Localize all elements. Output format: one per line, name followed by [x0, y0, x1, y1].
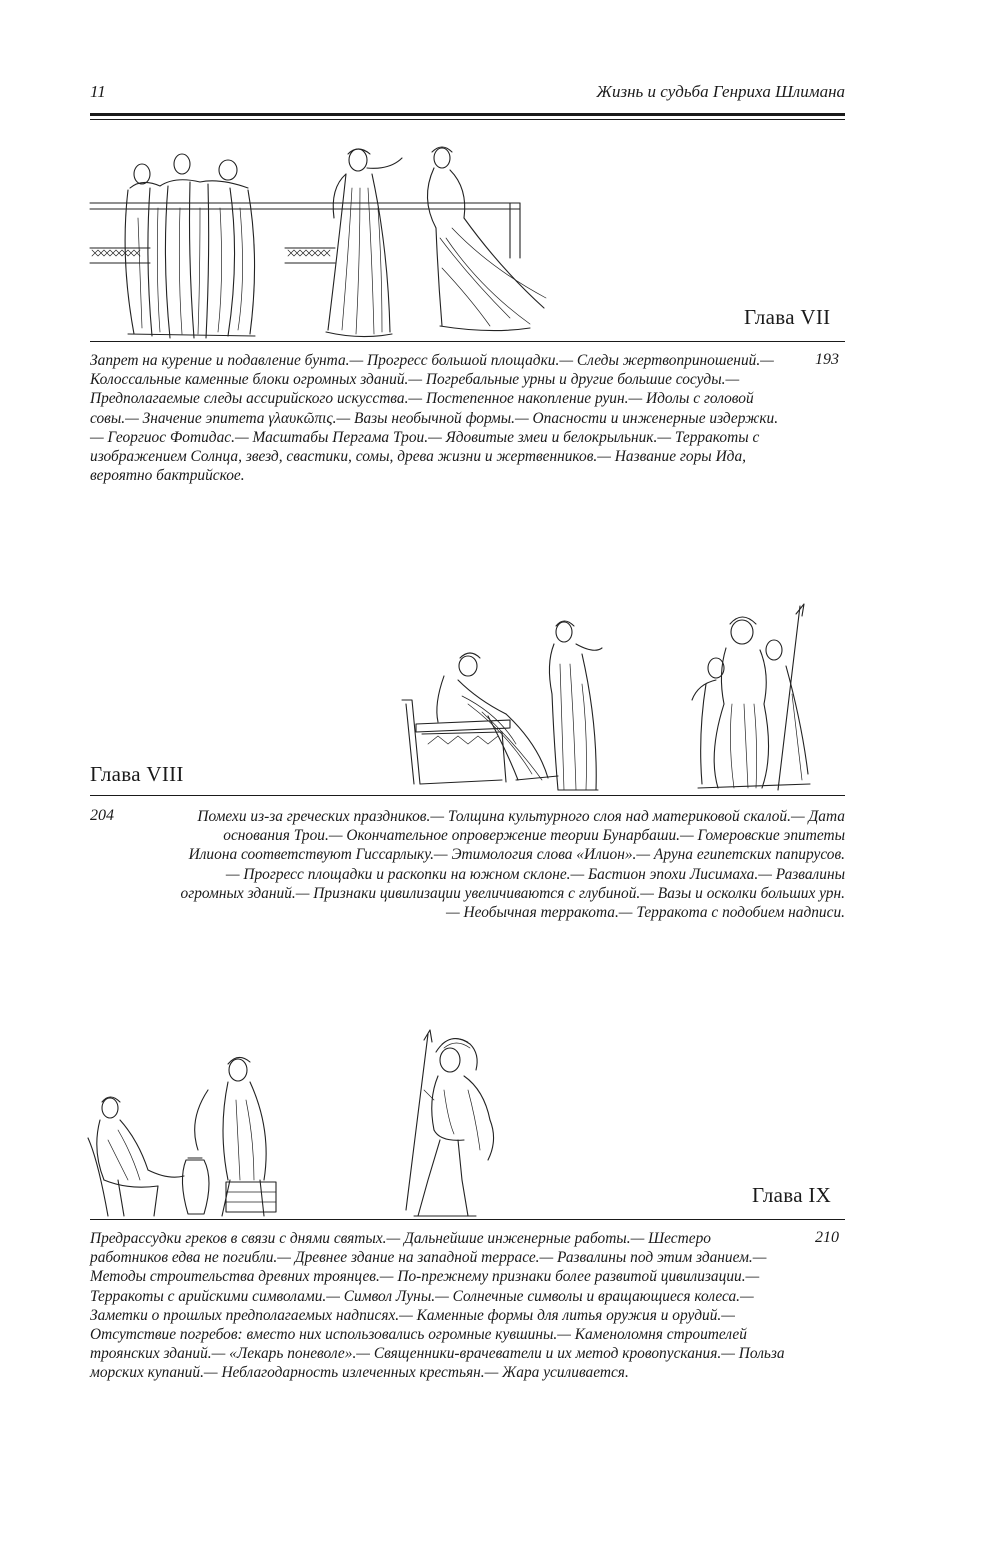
header-rule-thin: [90, 119, 845, 120]
running-title: Жизнь и судьба Генриха Шлимана: [596, 82, 845, 101]
page-number: 11: [90, 82, 106, 101]
header-rule-thick: [90, 113, 845, 116]
warrior-with-spear-engraving-icon: [88, 1030, 498, 1218]
chapter-8-title: Глава VIII: [90, 762, 184, 786]
chapter-7-title: Глава VII: [744, 305, 831, 329]
classical-figures-engraving-icon: [90, 148, 560, 340]
chapter-9-summary: Предрассудки греков в связи с днями святых.— Дальнейшие инженерные работы.— Шестеро работников едва не погибли.— Древнее здание на западной террасе.— Развалины под этим зданием.— Методы строительства древних троянцев.— По-прежнему признаки более развитой цивилизации.— Терракоты с арийскими символами.— Символ Луны.— Солнечные символы и вращающиеся колеса.— Заметки о прошлых предполагаемых надписях.— Каменные формы для литья оружия и орудий.— Отсутствие погребов: вместо них использовались огромные кувшины.— Каменоломня строителей троянских зданий.— «Лекарь поневоле».— Священники-врачеватели и их метод кровопускания.— Польза морских купаний.— Неблагодарность излеченных крестьян.— Жара усиливается.: [90, 1230, 785, 1382]
chapter-7-rule: [90, 341, 845, 342]
chapter-7-summary: Запрет на курение и подавление бунта.— Прогресс большой площадки.— Следы жертвоприношений.— Колоссальные каменные блоки огромных зданий.— Погребальные урны и другие большие сосуды.— Предполагаемые следы ассирийского искусства.— Постепенное накопление руин.— Идолы с головой совы.— Значение эпитета γλαυκῶπις.— Вазы необычной формы.— Опасности и инженерные издержки.— Георгиос Фотидас.— Масштабы Пергама Трои.— Ядовитые змеи и белокрыльник.— Терракоты с изображением Солнца, звезд, свастики, сомы, древа жизни и жертвенников.— Название горы Ида, вероятно бактрийское.: [90, 352, 779, 485]
chapter-7-page: 193: [815, 351, 839, 368]
chapter-9-rule: [90, 1219, 845, 1220]
chapter-8-summary: Помехи из-за греческих праздников.— Толщина культурного слоя над материковой скалой.— Дата основания Трои.— Окончательное опровержение теории Бунарбаши.— Гомеровские эпитеты Илиона соответствуют Гиссарлыку.— Этимология слова «Илион».— Аруна египетских папирусов.— Прогресс площадки и раскопки на южном склоне.— Бастион эпохи Лисимаха.— Развалины огромных зданий.— Признаки цивилизации увеличиваются с глубиной.— Вазы и осколки больших урн.— Необычная терракота.— Терракота с подобием надписи.: [180, 808, 845, 922]
chapter-9-title: Глава IX: [752, 1183, 832, 1207]
seated-woman-and-warrior-engraving-icon: [398, 604, 818, 794]
chapter-9-page: 210: [815, 1229, 839, 1246]
chapter-8-page: 204: [90, 807, 114, 824]
chapter-8-rule: [90, 795, 845, 796]
